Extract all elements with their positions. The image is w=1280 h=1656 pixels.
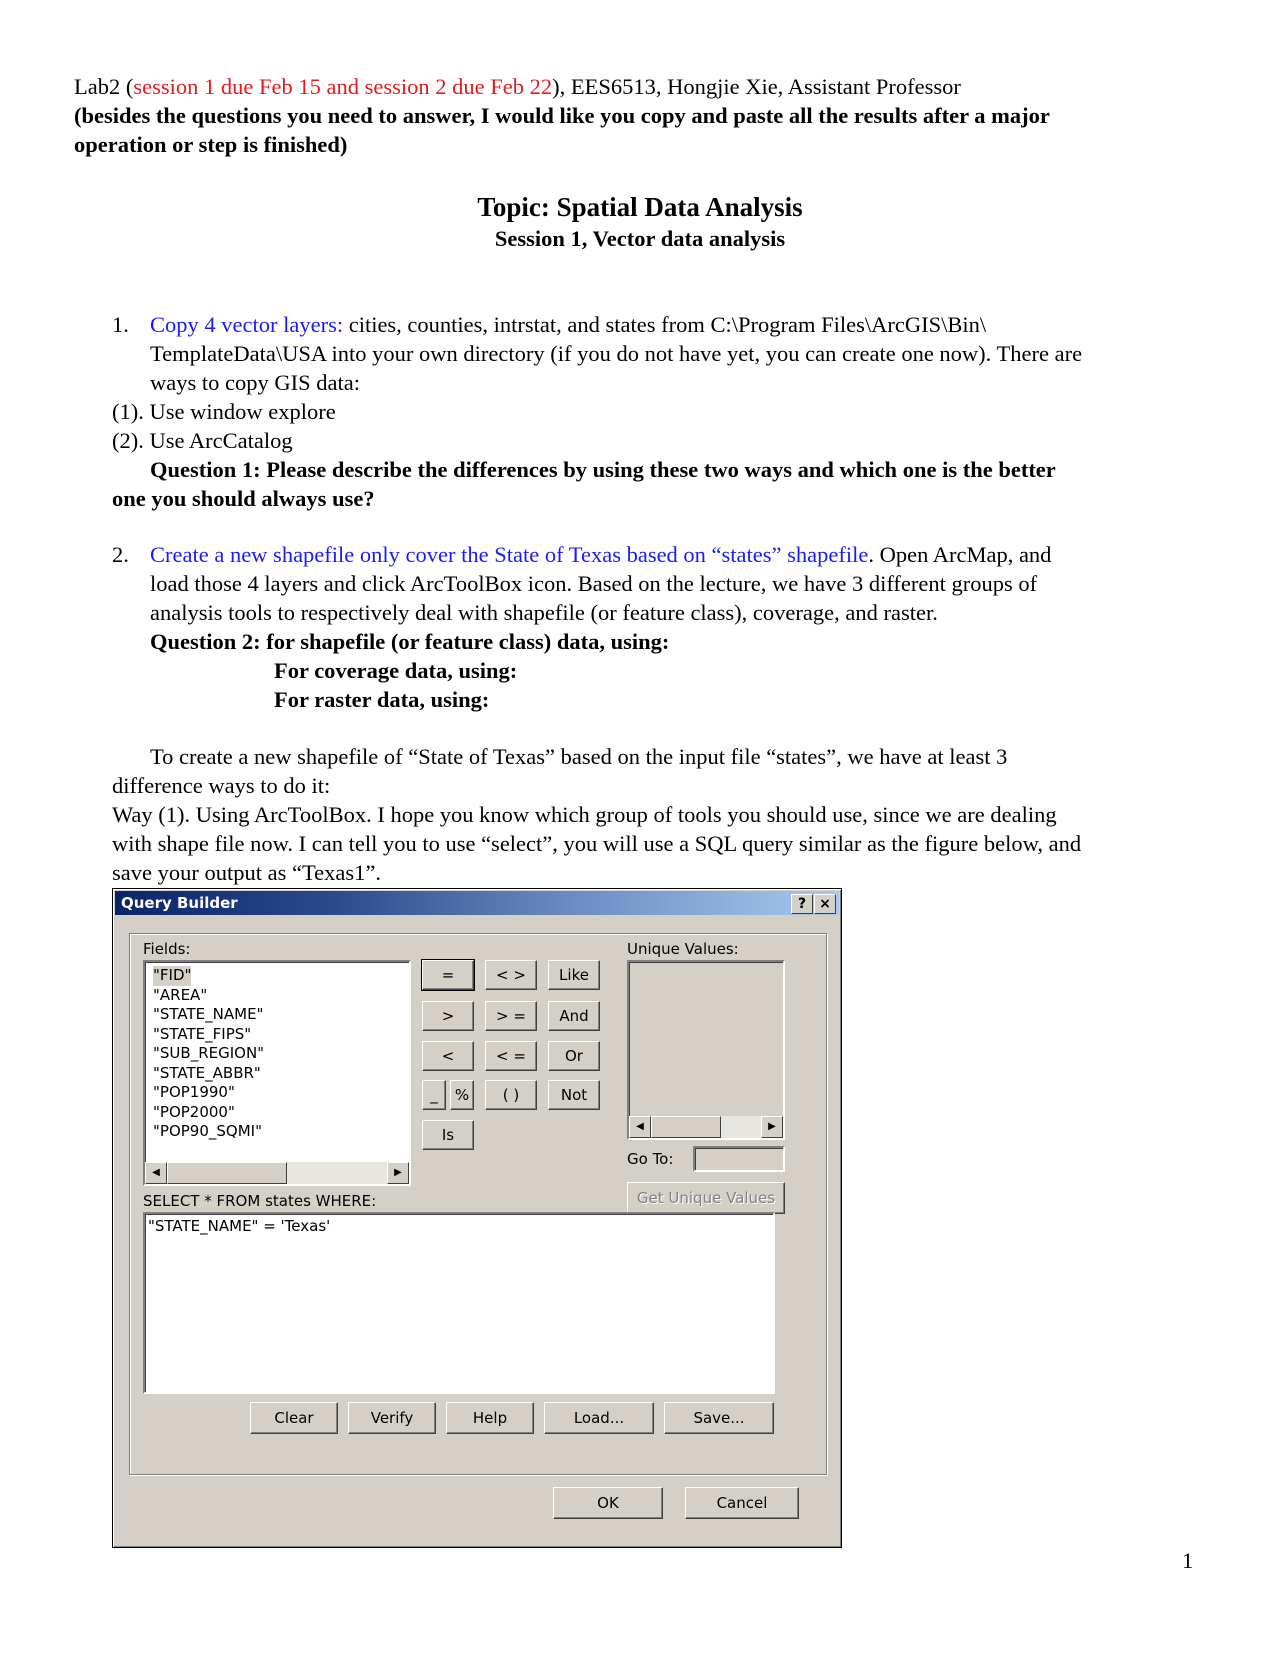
field-item[interactable]: "FID"	[153, 966, 192, 984]
sql-label: SELECT * FROM states WHERE:	[143, 1192, 377, 1210]
greater-equal-button[interactable]: > =	[485, 1001, 537, 1031]
field-item[interactable]: "AREA"	[153, 985, 208, 1004]
underscore-button[interactable]: _	[422, 1080, 446, 1110]
like-button[interactable]: Like	[548, 960, 600, 990]
item1-way2: (2). Use ArcCatalog	[112, 428, 293, 453]
header-due-dates: session 1 due Feb 15 and session 2 due Feb 22	[133, 74, 553, 99]
header-lab: Lab2 (	[74, 74, 134, 99]
sql-expression-textarea[interactable]	[143, 1212, 775, 1394]
not-equal-button[interactable]: < >	[485, 960, 537, 990]
save-button[interactable]: Save...	[664, 1402, 774, 1434]
item2-line1	[150, 540, 1051, 569]
para-line5: save your output as “Texas1”.	[112, 860, 381, 885]
help-title-button[interactable]: ?	[791, 894, 813, 914]
not-button[interactable]: Not	[548, 1080, 600, 1110]
greater-than-button[interactable]: >	[422, 1001, 474, 1031]
para-line1: To create a new shapefile of “State of Texas” based on the input file “states”, we have at least 3	[150, 744, 1008, 769]
dialog-title: Query Builder	[121, 894, 238, 912]
field-item[interactable]: "POP90_SQMI"	[153, 1122, 262, 1140]
close-button[interactable]: ×	[814, 894, 836, 914]
item2-line1-rest: . Open ArcMap, and	[868, 542, 1052, 567]
item1-line1	[150, 310, 986, 339]
cancel-button[interactable]: Cancel	[685, 1487, 799, 1519]
field-item[interactable]: "STATE_FIPS"	[153, 1024, 252, 1043]
question2-line3: For raster data, using:	[274, 687, 490, 712]
scroll-left-icon[interactable]: ◀	[629, 1116, 651, 1138]
item1-line1-rest: cities, counties, intrstat, and states from C:\Program Files\ArcGIS\Bin\	[343, 312, 987, 337]
para-line2: difference ways to do it:	[112, 773, 331, 798]
item2-line2: load those 4 layers and click ArcToolBox icon. Based on the lecture, we have 3 different groups of	[150, 571, 1038, 596]
header-note-line1: (besides the questions you need to answer, I would like you copy and paste all the results after a major	[74, 103, 1050, 128]
scroll-thumb[interactable]	[651, 1116, 721, 1138]
item1-heading: Copy 4 vector layers:	[150, 312, 344, 337]
query-group	[129, 933, 827, 1475]
query-builder-dialog	[112, 888, 842, 1548]
item1-line3: ways to copy GIS data:	[150, 370, 360, 395]
page-subtitle: Session 1, Vector data analysis	[494, 226, 786, 251]
percent-button[interactable]: %	[450, 1080, 474, 1110]
fields-hscrollbar[interactable]	[145, 1162, 409, 1184]
clear-button[interactable]: Clear	[250, 1402, 338, 1434]
page-title: Topic: Spatial Data Analysis	[477, 192, 803, 222]
item1-line2: TemplateData\USA into your own directory (if you do not have yet, you can create one now). There are	[150, 341, 1083, 366]
fields-label: Fields:	[143, 940, 191, 958]
item2-heading: Create a new shapefile only cover the State of Texas based on “states” shapefile	[150, 542, 869, 567]
item2-num: 2.	[112, 542, 129, 567]
load-button[interactable]: Load...	[544, 1402, 654, 1434]
help-button[interactable]: Help	[446, 1402, 534, 1434]
sql-expression: "STATE_NAME" = 'Texas'	[148, 1217, 331, 1235]
para-line4: with shape file now. I can tell you to use “select”, you will use a SQL query similar as the figure below, and	[112, 831, 1082, 856]
item1-num: 1.	[112, 312, 129, 337]
ok-button[interactable]: OK	[553, 1487, 663, 1519]
scroll-thumb[interactable]	[167, 1162, 287, 1184]
goto-label: Go To:	[627, 1150, 674, 1168]
get-unique-values-button[interactable]: Get Unique Values	[627, 1182, 785, 1214]
field-item[interactable]: "POP1990"	[153, 1083, 235, 1101]
and-button[interactable]: And	[548, 1001, 600, 1031]
item1-way1: (1). Use window explore	[112, 399, 336, 424]
fields-list[interactable]	[143, 960, 411, 1186]
field-item[interactable]: "POP2000"	[153, 1102, 235, 1121]
question1-line2: one you should always use?	[112, 486, 375, 511]
field-item[interactable]: "STATE_NAME"	[153, 1005, 264, 1023]
page-number: 1	[1182, 1548, 1194, 1573]
unique-values-list[interactable]	[627, 960, 785, 1140]
dialog-titlebar[interactable]	[115, 891, 839, 915]
question2-line2: For coverage data, using:	[274, 658, 518, 683]
item2-line3: analysis tools to respectively deal with shapefile (or feature class), coverage, and raster.	[150, 600, 938, 625]
unique-values-hscrollbar[interactable]	[629, 1116, 783, 1138]
question1-line1: Question 1: Please describe the differences by using these two ways and which one is the better	[150, 457, 1056, 482]
question2-line1: Question 2: for shapefile (or feature class) data, using:	[150, 629, 670, 654]
less-equal-button[interactable]: < =	[485, 1041, 537, 1071]
unique-values-label: Unique Values:	[627, 940, 739, 958]
scroll-right-icon[interactable]: ▶	[761, 1116, 783, 1138]
header-note-line2: operation or step is finished)	[74, 132, 348, 157]
field-item[interactable]: "SUB_REGION"	[153, 1044, 265, 1062]
verify-button[interactable]: Verify	[348, 1402, 436, 1434]
header-course-info: ), EES6513, Hongjie Xie, Assistant Professor	[552, 74, 961, 99]
parentheses-button[interactable]: ( )	[485, 1080, 537, 1110]
equals-button[interactable]: =	[422, 960, 474, 990]
or-button[interactable]: Or	[548, 1041, 600, 1071]
scroll-left-icon[interactable]: ◀	[145, 1162, 167, 1184]
goto-input[interactable]	[693, 1146, 785, 1172]
less-than-button[interactable]: <	[422, 1041, 474, 1071]
is-button[interactable]: Is	[422, 1120, 474, 1150]
scroll-right-icon[interactable]: ▶	[387, 1162, 409, 1184]
field-item[interactable]: "STATE_ABBR"	[153, 1063, 261, 1082]
header-line	[74, 72, 961, 101]
para-line3: Way (1). Using ArcToolBox. I hope you know which group of tools you should use, since we are dealing	[112, 802, 1057, 827]
